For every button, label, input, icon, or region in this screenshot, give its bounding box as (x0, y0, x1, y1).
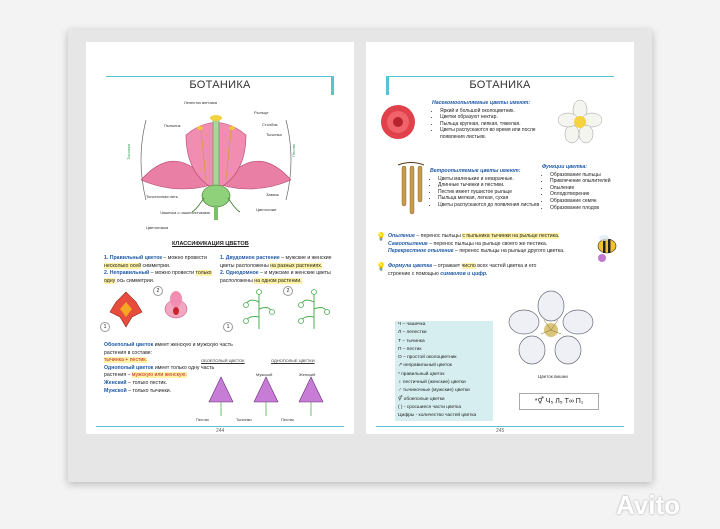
catkin-image (396, 160, 426, 220)
cherry-label: Цветок вишни (538, 374, 568, 379)
rose-image (380, 104, 416, 140)
label-pedicel: Цветоножка (146, 225, 169, 230)
pollination-definitions: Опыление – перенос пыльцы с пыльника тычинки на рыльце пестика. Самоопыление – перенос пыльцы на рыльце своего же пестика. Перекрестное опыление – перенос пыльцы на рыльце другого цветка. (388, 233, 565, 255)
flower-functions-block: Функции цветка: • Образование пыльцы • Привлечение опылителей • Опыление • Оплодотворение • Образование семян • Образование плодов (542, 164, 632, 211)
avito-watermark: Avito (616, 490, 681, 520)
label-male: Мужской (256, 372, 273, 377)
lightbulb-icon-2: 💡 (376, 262, 386, 271)
label-filament: Тычиночная нить (146, 194, 178, 199)
label-pistil: Пестик (291, 144, 296, 157)
classification-title: КЛАССИФИКАЦИЯ ЦВЕТОВ (172, 241, 249, 247)
label-stamen: Тычинка (266, 132, 282, 137)
marker-1b: 1 (223, 322, 233, 332)
label-unisexual-flowers: ОДНОПОЛЫЕ ЦВЕТКИ (271, 358, 315, 363)
label-bisexual-flower: ОБОЕПОЛЫЙ ЦВЕТОК (201, 358, 245, 363)
label-style: Столбик (262, 122, 278, 127)
left-page-number: 244 (216, 428, 225, 434)
label-stamen-side: Тычинка (126, 144, 131, 160)
lightbulb-icon: 💡 (376, 232, 386, 241)
cherry-formula: *⚥ Ч₅ Л₅ Т∞ П₁ (519, 393, 599, 410)
label-petal: Лепесток венчика (184, 100, 218, 105)
para-bisexual: Обоеполый цветок имеет женскую и мужскую часть растения в составе: тычинка + пестик. Однополый цветок имеет только одну часть растения – мужскую или женскую: Женский – только пестик. Мужской – только тычинки. (104, 342, 233, 394)
left-page (86, 42, 354, 434)
label-pistil-2: Пестик (281, 417, 294, 422)
right-page-number: 245 (496, 428, 505, 434)
right-page (366, 42, 634, 434)
para-dioecious: 1. Двудомное растение – мужские и женские цветы расположены на разных растениях. 2. Однодомное – и мужские и женские цветы расположены на одном растении. (220, 255, 332, 284)
formula-legend: Ч – чашечка Л – лепестки Т – тычинка П – пестик О – простой околоцветник ↗ неправильный цветок * правильный цветок ♀ пестичный (женские) цветки ♂ тычиночные (мужские) цветки ⚥ обоеполые цветки ( ) - сросшиеся части цветка Цифры - количество частей цветка (395, 321, 493, 421)
right-header (386, 76, 614, 93)
label-calyx: Чашечка с чашелистиками (160, 210, 210, 215)
label-female: Женский (299, 372, 316, 377)
marker-2a: 2 (153, 286, 163, 296)
label-pistil-1: Пестик (196, 417, 209, 422)
para-regular-flower: 1. Правильный цветок – можно провести несколько осей симметрии. 2. Неправильный – можно провести только одну ось симметрии. (104, 255, 212, 284)
insect-pollinated-block: Насекомоопыляемые цветы имеют: • Яркий и большой околоцветник. • Цветки образуют нектар. • Пыльца крупная, липкая, тяжелая. • Цветы распускаются во время или после появления листьев. (432, 100, 552, 141)
left-header (106, 76, 334, 93)
label-stigma: Рыльце (254, 110, 269, 115)
marker-2b: 2 (283, 286, 293, 296)
monoecious-plants (234, 287, 344, 332)
frangipani-image (558, 100, 602, 144)
label-ovary: Завязь (266, 192, 279, 197)
left-page-title: БОТАНИКА (189, 79, 251, 91)
label-anther: Пыльник (164, 123, 181, 128)
marker-1a: 1 (100, 322, 110, 332)
flower-structure-diagram (116, 100, 326, 220)
label-receptacle: Цветоложе (256, 207, 277, 212)
bee-image (592, 230, 622, 262)
right-page-title: БОТАНИКА (469, 79, 531, 91)
formula-definition: Формула цветка – отражает число всех частей цветка и его строение с помощью символов и цифр. (388, 263, 537, 277)
label-stamens: Тычинки (236, 417, 252, 422)
cherry-blossom-image (506, 290, 596, 372)
bell-flowers (201, 372, 341, 417)
wind-pollinated-block: Ветроопыляемые цветы имеют: • Цветы маленькие и невзрачные. • Длинные тычинки и пестики. • Пестик имеет пушистое рыльце • Пыльца мелкая, легкая, сухая • Цветы распускаются до появления листьев (430, 168, 542, 209)
